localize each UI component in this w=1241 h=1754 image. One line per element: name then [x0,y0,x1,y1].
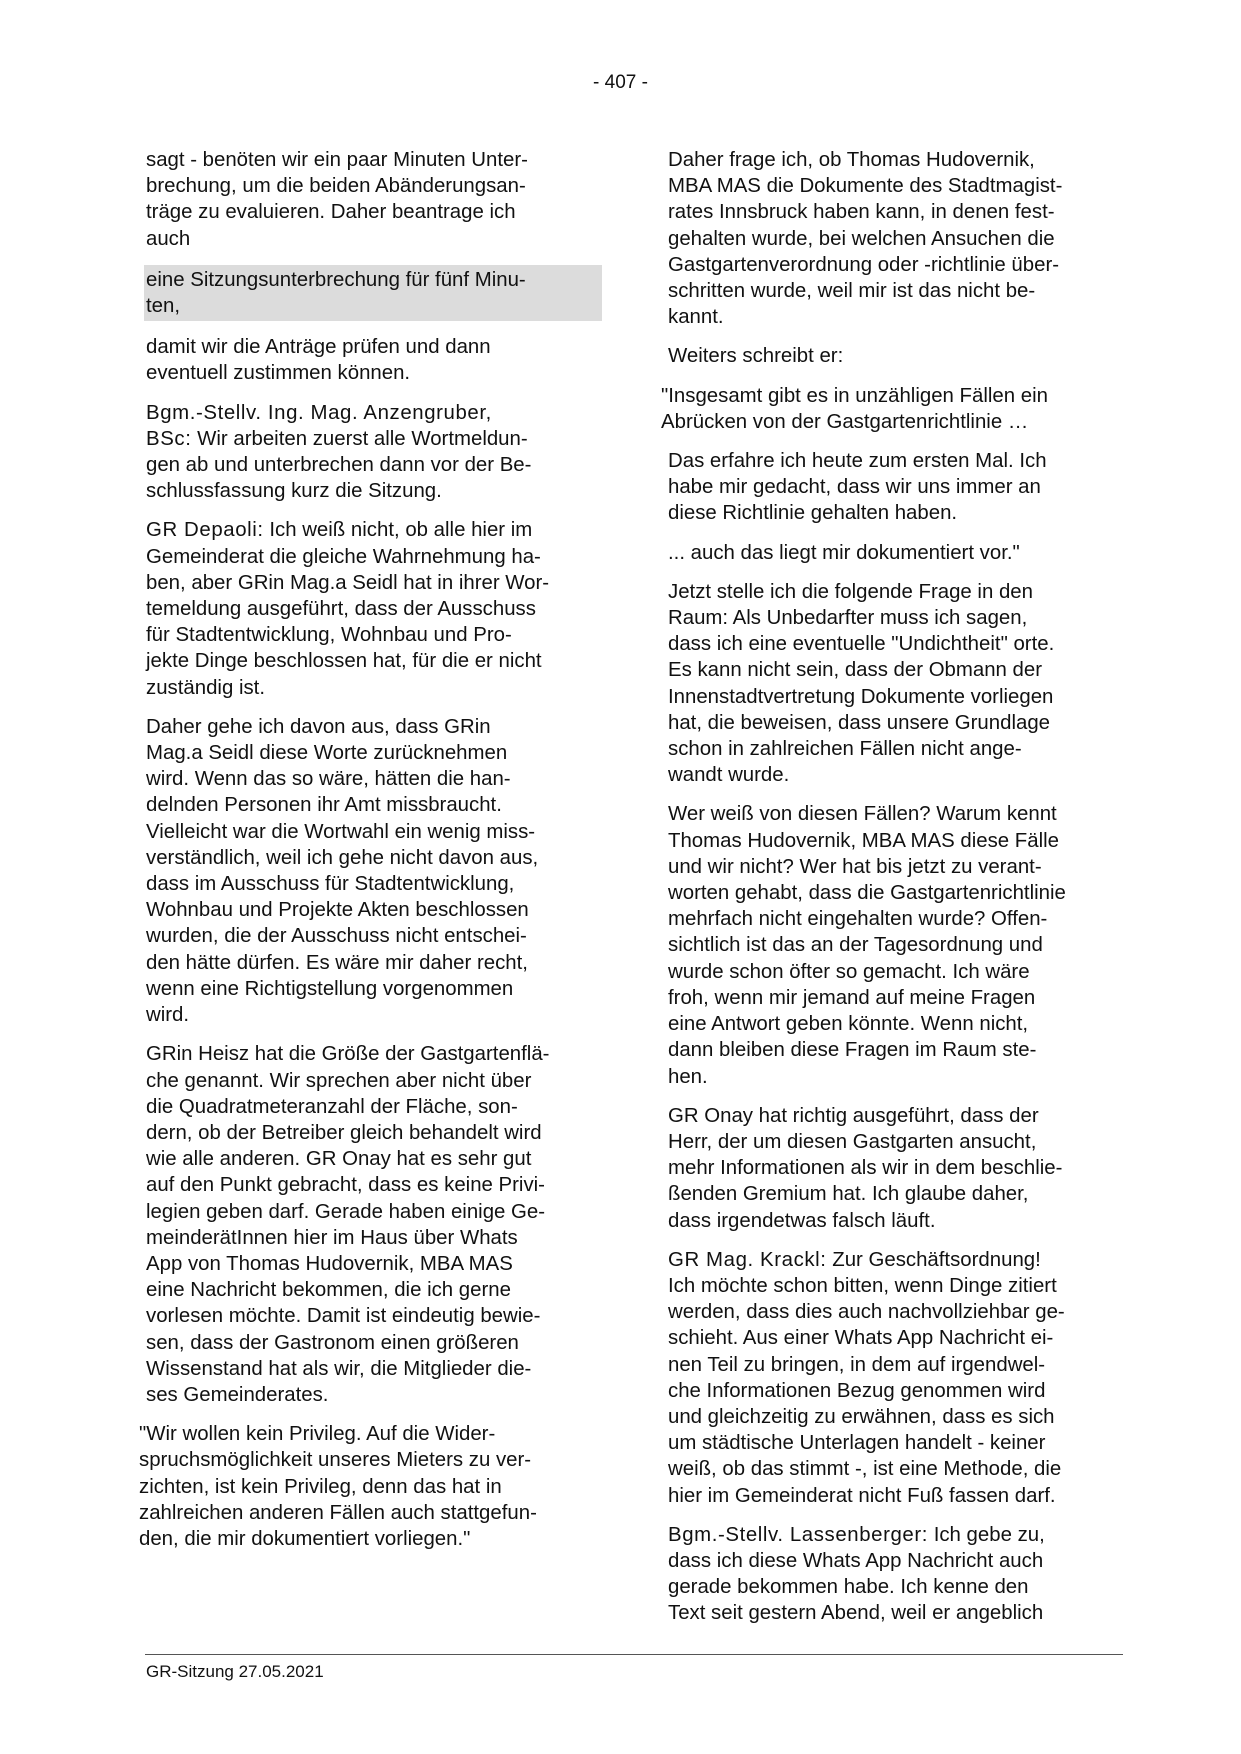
speech-text: Wir arbeiten zuerst alle Wortmeldun- gen ab und unterbrechen dann vor der Be- schlussfassung kurz die Sitzung. [146,427,532,503]
speaker-paragraph [668,1522,1130,1627]
speech-text: Zur Geschäftsordnung! Ich möchte schon bitten, wenn Dinge zitiert werden, dass dies auch nachvollziehbar ge- schieht. Aus einer Whats App Nachricht ei- nen Teil zu bringen, in dem auf irgendwel- che Informationen Bezug genommen wird und gleichzeitig zu erwähnen, dass es sich um städtische Unterlagen handelt - keiner weiß, ob das stimmt -, ist eine Methode, die hier im Gemeinderat nicht Fuß fassen darf. [668,1248,1065,1507]
paragraph: GR Onay hat richtig ausgeführt, dass der Herr, der um diesen Gastgarten ansucht, mehr Informationen als wir in dem beschlie- ßenden Gremium hat. Ich glaube daher, dass irgendetwas falsch läuft. [668,1104,1063,1232]
paragraph: Jetzt stelle ich die folgende Frage in den Raum: Als Unbedarfter muss ich sagen, dass ich eine eventuelle "Undichtheit" orte. Es kann nicht sein, dass der Obmann der Innenstadtvertretung Dokumente vorliegen hat, die beweisen, dass unsere Grundlage schon in zahlreichen Fällen nicht ange- wandt wurde. [668,580,1055,787]
speaker-name: GR Mag. Krackl: [668,1248,827,1271]
speaker-paragraph [146,400,608,505]
paragraph: Weiters schreibt er: [668,345,844,368]
highlighted-motion: eine Sitzungsunterbrechung für fünf Minu- ten, [144,265,602,321]
speaker-name: GR Depaoli: [146,519,264,542]
paragraph: damit wir die Anträge prüfen und dann eventuell zustimmen können. [146,336,491,385]
left-column [139,147,608,1565]
footer-divider [145,1654,1123,1655]
quoted-message: "Wir wollen kein Privileg. Auf die Wider- spruchsmöglichkeit unseres Mieters zu ver- zichten, ist kein Privileg, denn das hat in zahlreichen anderen Fällen auch stattgefun- den, die mir dokumentiert vorliegen." [139,1423,537,1550]
speech-text: Ich weiß nicht, ob alle hier im Gemeinderat die gleiche Wahrnehmung ha- ben, aber GRin Mag.a Seidl hat in ihrer Wor- temeldung ausgeführt, dass der Ausschuss für Stadtentwicklung, Wohnbau und Pro- jekte Dinge beschlossen hat, für die er nicht zuständig ist. [146,519,550,699]
speaker-name: Bgm.-Stellv. Lassenberger: [668,1523,929,1546]
speaker-paragraph [668,1247,1130,1509]
paragraph: ... auch das liegt mir dokumentiert vor." [668,541,1020,564]
footer-session-date: GR-Sitzung 27.05.2021 [146,1662,324,1681]
quoted-message: "Insgesamt gibt es in unzähligen Fällen ein Abrücken von der Gastgartenrichtlinie … [661,384,1048,433]
paragraph: Daher gehe ich davon aus, dass GRin Mag.a Seidl diese Worte zurücknehmen wird. Wenn das so wäre, hätten die han- delnden Personen ihr Amt missbraucht. Vielleicht war die Wortwahl ein wenig miss- verständlich, weil ich gehe nicht davon aus, dass im Ausschuss für Stadtentwicklung, Wohnbau und Projekte Akten beschlossen wurden, die der Ausschuss nicht entschei- den hätte dürfen. Es wäre mir daher recht, wenn eine Richtigstellung vorgenommen wird. [146,715,539,1027]
speaker-paragraph [146,517,608,700]
speaker-name: Bgm.-Stellv. Ing. Mag. Anzengruber, BSc: [146,401,492,450]
paragraph: Das erfahre ich heute zum ersten Mal. Ich habe mir gedacht, dass wir uns immer an diese Richtlinie gehalten haben. [668,450,1047,525]
right-column [661,147,1130,1640]
speech-text: Ich gebe zu, dass ich diese Whats App Nachricht auch gerade bekommen habe. Ich kenne den Text seit gestern Abend, weil er angeblich [668,1523,1045,1625]
paragraph: Wer weiß von diesen Fällen? Warum kennt Thomas Hudovernik, MBA MAS diese Fälle und wir nicht? Wer hat bis jetzt zu verant- worten gehabt, dass die Gastgartenrichtlinie mehrfach nicht eingehalten wurde? Offen- sichtlich ist das an der Tagesordnung und wurde schon öfter so gemacht. Ich wäre froh, wenn mir jemand auf meine Fragen eine Antwort geben könnte. Wenn nicht, dann bleiben diese Fragen im Raum ste- hen. [668,803,1066,1088]
paragraph: Daher frage ich, ob Thomas Hudovernik, MBA MAS die Dokumente des Stadtmagist- rates Innsbruck haben kann, in denen fest- gehalten wurde, bei welchen Ansuchen die Gastgartenverordnung oder -richtlinie über- schritten wurde, weil mir ist das nicht be- kannt. [668,149,1063,329]
page-number: - 407 - [593,72,648,93]
paragraph: sagt - benöten wir ein paar Minuten Unter- brechung, um die beiden Abänderungsan- träge zu evaluieren. Daher beantrage ich auch [146,149,528,250]
paragraph: GRin Heisz hat die Größe der Gastgartenflä- che genannt. Wir sprechen aber nicht über die Quadratmeteranzahl der Fläche, son- dern, ob der Betreiber gleich behandelt wird wie alle anderen. GR Onay hat es sehr gut auf den Punkt gebracht, dass es keine Privi- legien geben darf. Gerade haben einige Ge- meinderätInnen hier im Haus über Whats App von Thomas Hudovernik, MBA MAS eine Nachricht bekommen, die ich gerne vorlesen möchte. Damit ist eindeutig bewie- sen, dass der Gastronom einen größeren Wissenstand hat als wir, die Mitglieder die- ses Gemeinderates. [146,1043,550,1406]
